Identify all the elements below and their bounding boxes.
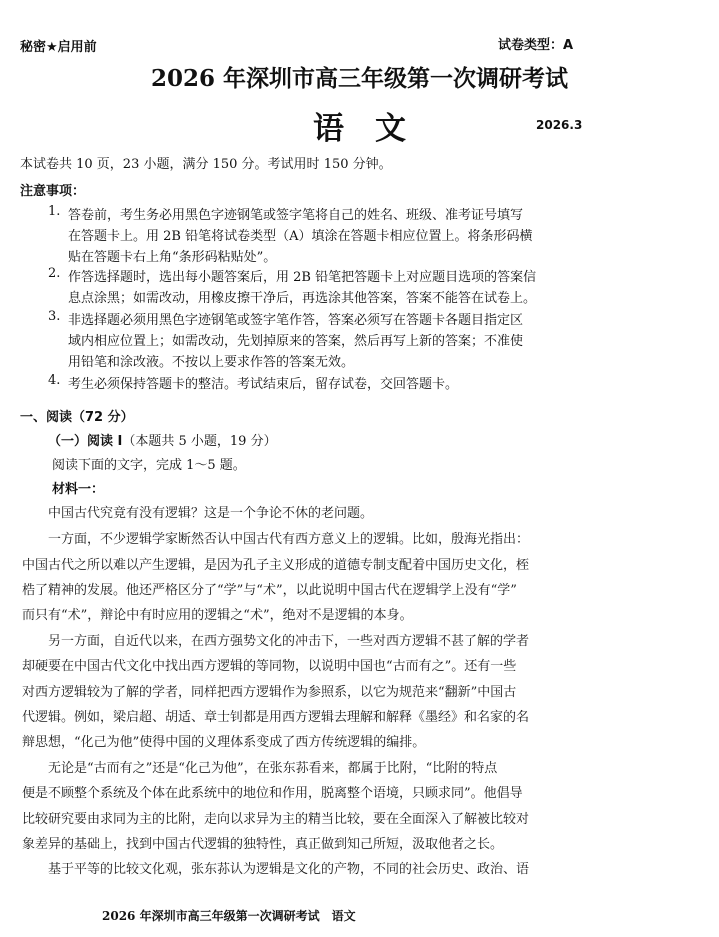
passage-line: 另一方面，自近代以来，在西方强势文化的冲击下，一些对西方逻辑不甚了解的学者 [22,634,530,649]
passage-line: 梏了精神的发展。他还严格区分了“学”与“术”，以此说明中国古代在逻辑学上没有“学” [22,583,517,598]
notice-item-line: 用铅笔和涂改液。不按以上要求作答的答案无效。 [68,355,355,370]
notice-item-line: 考生必须保持答题卡的整洁。考试结束后，留存试卷，交回答题卡。 [68,377,459,392]
notice-item-line: 在答题卡上。用 2B 铅笔将试卷类型（A）填涂在答题卡相应位置上。将条形码横 [68,229,533,244]
exam-summary: 本试卷共 10 页，23 小题，满分 150 分。考试用时 150 分钟。 [20,157,392,172]
notice-item-line: 贴在答题卡右上角“条形码粘贴处”。 [68,250,277,265]
section-heading: 一、阅读（72 分） [20,410,134,425]
notice-item-line: 息点涂黑；如需改动，用橡皮擦干净后，再选涂其他答案，答案不能答在试卷上。 [68,291,537,306]
passage-line: 象差异的基础上，找到中国古代逻辑的独特性，真正做到知己所短，汲取他者之长。 [22,837,504,852]
passage-line: 便是不顾整个系统及个体在此系统中的地位和作用，脱离整个语境，只顾求同”。他倡导 [22,786,523,801]
page-footer: 2026 年深圳市高三年级第一次调研考试 语文 [102,909,356,923]
subsection-heading [48,430,277,449]
material-label: 材料一： [52,482,105,497]
passage-line: 一方面，不少逻辑学家断然否认中国古代有西方意义上的逻辑。比如，殷海光指出： [22,532,530,547]
passage-line: 辩思想，“化己为他”使得中国的义理体系变成了西方传统逻辑的编排。 [22,735,426,750]
passage-line: 比较研究要由求同为主的比附，走向以求异为主的精当比较，要在全面深入了解被比较对 [22,812,530,827]
passage-line: 对西方逻辑较为了解的学者，同样把西方逻辑作为参照系，以它为规范来“翻新”中国古 [22,685,517,700]
notice-item-line: 非选择题必须用黑色字迹钢笔或签字笔作答，答案必须写在答题卡各题目指定区 [68,313,524,328]
passage-line: 却硬要在中国古代文化中找出西方逻辑的等同物，以说明中国也“古而有之”。还有一些 [22,659,517,674]
notice-item-number: 2. [48,266,61,281]
passage-line: 中国古代究竟有没有逻辑？这是一个争论不休的老问题。 [22,506,374,521]
notice-item-number: 4. [48,373,61,388]
exam-date: 2026.3 [536,118,583,132]
subsection-note: （本题共 5 小题，19 分） [122,434,277,449]
paper-type-label: 试卷类型：A [498,38,574,53]
subject-title: 语 文 [313,111,406,147]
notice-item-number: 1. [48,204,61,219]
subsection-title: （一）阅读 I [48,434,123,449]
passage-line: 中国古代之所以难以产生逻辑，是因为孔子主义形成的道德专制支配着中国历史文化，桎 [22,558,530,573]
notice-item-line: 作答选择题时，选出每小题答案后，用 2B 铅笔把答题卡上对应题目选项的答案信 [68,270,537,285]
passage-line: 无论是“古而有之”还是“化己为他”，在张东荪看来，都属于比附，“比附的特点 [22,761,498,776]
passage-line: 代逻辑。例如，梁启超、胡适、章士钊都是用西方逻辑去理解和解释《墨经》和名家的名 [22,710,530,725]
reading-instruction: 阅读下面的文字，完成 1～5 题。 [52,458,246,473]
notice-item-line: 域内相应位置上；如需改动，先划掉原来的答案，然后再写上新的答案；不准使 [68,334,524,349]
passage-line: 而只有“术”，辩论中有时应用的逻辑之“术”，绝对不是逻辑的本身。 [22,608,413,623]
notice-item-number: 3. [48,309,61,324]
confidential-label: 秘密★启用前 [20,40,97,55]
passage-line: 基于平等的比较文化观，张东荪认为逻辑是文化的产物，不同的社会历史、政治、语 [22,862,530,877]
exam-title: 2026 年深圳市高三年级第一次调研考试 [150,65,569,92]
notice-heading: 注意事项： [20,184,86,199]
notice-item-line: 答卷前，考生务必用黑色字迹钢笔或签字笔将自己的姓名、班级、准考证号填写 [68,208,524,223]
